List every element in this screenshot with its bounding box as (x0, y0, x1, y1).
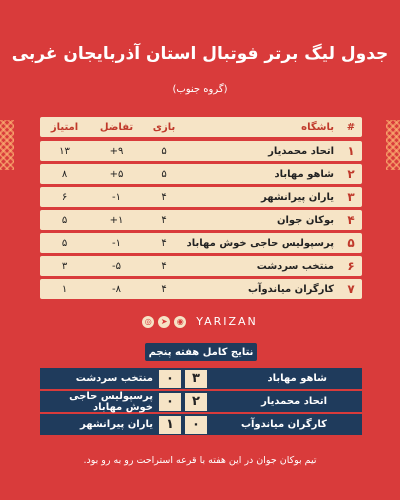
goal-diff: +۱ (109, 214, 124, 226)
table-row (40, 187, 362, 207)
played: ۴ (161, 214, 167, 226)
points: ۱ (61, 283, 68, 295)
social-bar (0, 315, 400, 328)
away-score: ۰ (159, 393, 181, 411)
header-points: امتیاز (50, 121, 79, 133)
standings-table (40, 117, 362, 302)
instagram-icon[interactable]: ◎ (142, 316, 154, 328)
played: ۴ (161, 260, 167, 272)
played: ۵ (161, 145, 167, 157)
match-row (40, 368, 362, 389)
rank: ۵ (347, 236, 355, 250)
table-row (40, 279, 362, 299)
rank: ۴ (347, 213, 355, 227)
away-team: پرسپولیس حاجی خوش مهاباد (69, 390, 153, 413)
goal-diff: +۹ (109, 145, 124, 157)
goal-diff: -۱ (112, 237, 121, 249)
club-name: شاهو مهاباد (274, 168, 334, 180)
club-name: منتخب سردشت (256, 260, 334, 272)
played: ۴ (161, 237, 167, 249)
rank: ۶ (347, 259, 355, 273)
points: ۸ (61, 168, 68, 180)
home-team: کارگران میاندوآب (240, 419, 327, 430)
header-diff: تفاضل (99, 121, 134, 133)
points: ۵ (61, 237, 68, 249)
goal-diff: -۵ (112, 260, 121, 272)
rank: ۲ (347, 167, 355, 181)
brand-name: YARIZAN (196, 315, 258, 328)
table-row (40, 256, 362, 276)
goal-diff: +۵ (109, 168, 124, 180)
played: ۴ (161, 191, 167, 203)
away-team: منتخب سردشت (75, 373, 153, 384)
club-name: کارگران میاندوآب (247, 283, 334, 295)
telegram-icon[interactable]: ➤ (158, 316, 170, 328)
table-row (40, 141, 362, 161)
club-name: اتحاد محمدیار (268, 145, 334, 157)
decorative-pattern-right (386, 120, 400, 170)
goal-diff: -۸ (112, 283, 121, 295)
table-header (40, 117, 362, 137)
home-team: اتحاد محمدیار (261, 396, 327, 407)
table-row (40, 210, 362, 230)
results-list (40, 368, 362, 437)
club-name: یاران پیرانشهر (261, 191, 334, 203)
points: ۱۳ (59, 145, 70, 157)
played: ۵ (161, 168, 167, 180)
table-row (40, 164, 362, 184)
points: ۵ (61, 214, 68, 226)
header-club: باشگاه (301, 121, 334, 133)
points: ۶ (61, 191, 68, 203)
web-icon[interactable]: ◉ (174, 316, 186, 328)
home-score: ۲ (185, 393, 207, 411)
club-name: بوکان جوان (276, 214, 334, 226)
results-title: نتایج کامل هفته پنجم (145, 343, 257, 361)
away-score: ۰ (159, 370, 181, 388)
played: ۴ (161, 283, 167, 295)
home-team: شاهو مهاباد (267, 373, 327, 384)
home-score: ۰ (185, 416, 207, 434)
away-score: ۱ (159, 416, 181, 434)
decorative-pattern-left (0, 120, 14, 170)
points: ۳ (61, 260, 68, 272)
rank: ۳ (347, 190, 355, 204)
page-subtitle: (گروه جنوب) (172, 84, 228, 95)
header-rank: # (346, 121, 356, 133)
match-row (40, 391, 362, 412)
club-name: پرسپولیس حاجی خوش مهاباد (186, 237, 334, 249)
footer-note: تیم بوکان جوان در این هفته با قرعه استراحت رو به رو بود. (83, 455, 317, 466)
away-team: یاران پیرانشهر (80, 419, 153, 430)
rank: ۱ (347, 144, 355, 158)
home-score: ۳ (185, 370, 207, 388)
table-row (40, 233, 362, 253)
match-row (40, 414, 362, 435)
header-played: بازی (152, 121, 176, 133)
page-title: جدول لیگ برتر فوتبال استان آذربایجان غربی (11, 44, 389, 64)
rank: ۷ (347, 282, 355, 296)
goal-diff: -۱ (112, 191, 121, 203)
